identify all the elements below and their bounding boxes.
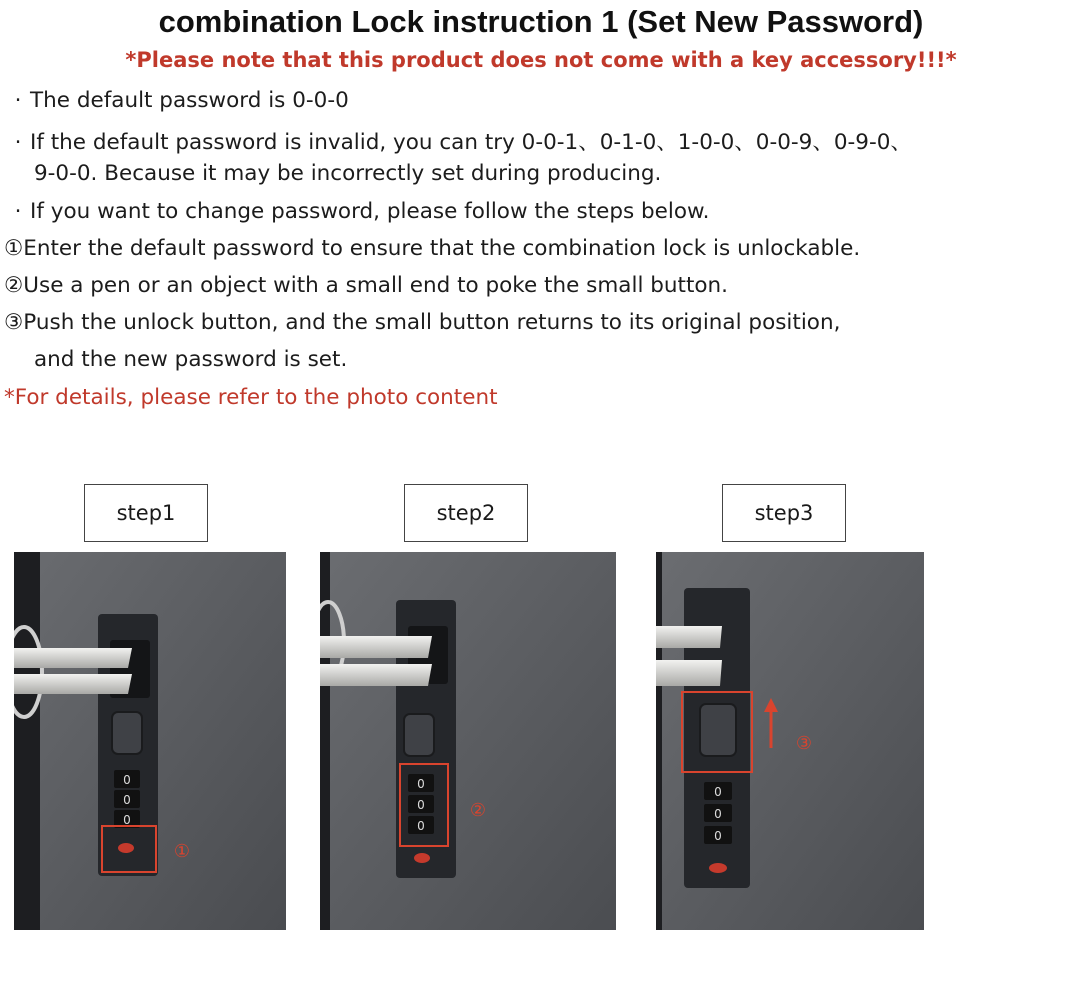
dial-column <box>114 770 140 828</box>
dial-digit: 0 <box>123 773 131 787</box>
details-note: *For details, please refer to the photo content <box>4 385 498 410</box>
step3-photo <box>656 552 924 930</box>
step2-label: step2 <box>404 484 528 542</box>
step-2-text: ②Use a pen or an object with a small end to poke the small button. <box>4 273 728 298</box>
bullet-marker: · <box>14 199 22 224</box>
dial-digit: 0 <box>417 819 425 833</box>
suitcase-edge <box>14 552 40 930</box>
unlock-button <box>112 712 142 754</box>
step2-photo <box>320 552 616 930</box>
handle-bar-upper <box>320 636 432 658</box>
dial-digit: 0 <box>417 777 425 791</box>
dial-digit: 0 <box>714 785 722 799</box>
bullet-alternative-passwords: · If the default password is invalid, you can try 0-0-1、0-1-0、1-0-0、0-0-9、0-9-0、 <box>6 125 912 156</box>
unlock-button <box>700 704 736 756</box>
step-1-text: ①Enter the default password to ensure that the combination lock is unlockable. <box>4 236 861 261</box>
bullet-marker: · <box>14 88 22 113</box>
page-title: combination Lock instruction 1 (Set New Password) <box>158 4 924 39</box>
step-marker: ③ <box>795 733 813 754</box>
dial-digit: 0 <box>714 807 722 821</box>
dial-column <box>408 774 434 834</box>
reset-button <box>414 853 430 863</box>
handle-bar-upper <box>14 648 132 668</box>
handle-bar-lower <box>320 664 432 686</box>
step3-label: step3 <box>722 484 846 542</box>
dial-column <box>704 782 732 844</box>
handle-bar-lower <box>14 674 132 694</box>
step-marker: ① <box>173 841 191 862</box>
handle-bar-lower <box>656 660 722 686</box>
bullet-marker: · <box>14 130 22 155</box>
key-accessory-notice: *Please note that this product does not come with a key accessory!!!* <box>125 48 957 72</box>
handle-bar-upper <box>656 626 722 648</box>
step-3-text-cont: and the new password is set. <box>34 347 348 372</box>
unlock-button <box>404 714 434 756</box>
dial-digit: 0 <box>123 793 131 807</box>
reset-button <box>118 843 134 853</box>
dial-digit: 0 <box>417 798 425 812</box>
step-marker: ② <box>469 800 487 821</box>
dial-digit: 0 <box>123 813 131 827</box>
bullet-alternative-passwords-cont: 9-0-0. Because it may be incorrectly set during producing. <box>34 161 662 186</box>
step-3-text: ③Push the unlock button, and the small button returns to its original position, <box>4 310 841 335</box>
step1-label: step1 <box>84 484 208 542</box>
suitcase-edge <box>320 552 330 930</box>
suitcase-shell <box>320 552 616 930</box>
bullet-default-password: · The default password is 0-0-0 <box>6 88 349 113</box>
step1-photo <box>14 552 286 930</box>
bullet-change-password: · If you want to change password, please follow the steps below. <box>6 199 710 224</box>
suitcase-edge <box>656 552 662 930</box>
reset-button <box>709 863 727 873</box>
dial-digit: 0 <box>714 829 722 843</box>
